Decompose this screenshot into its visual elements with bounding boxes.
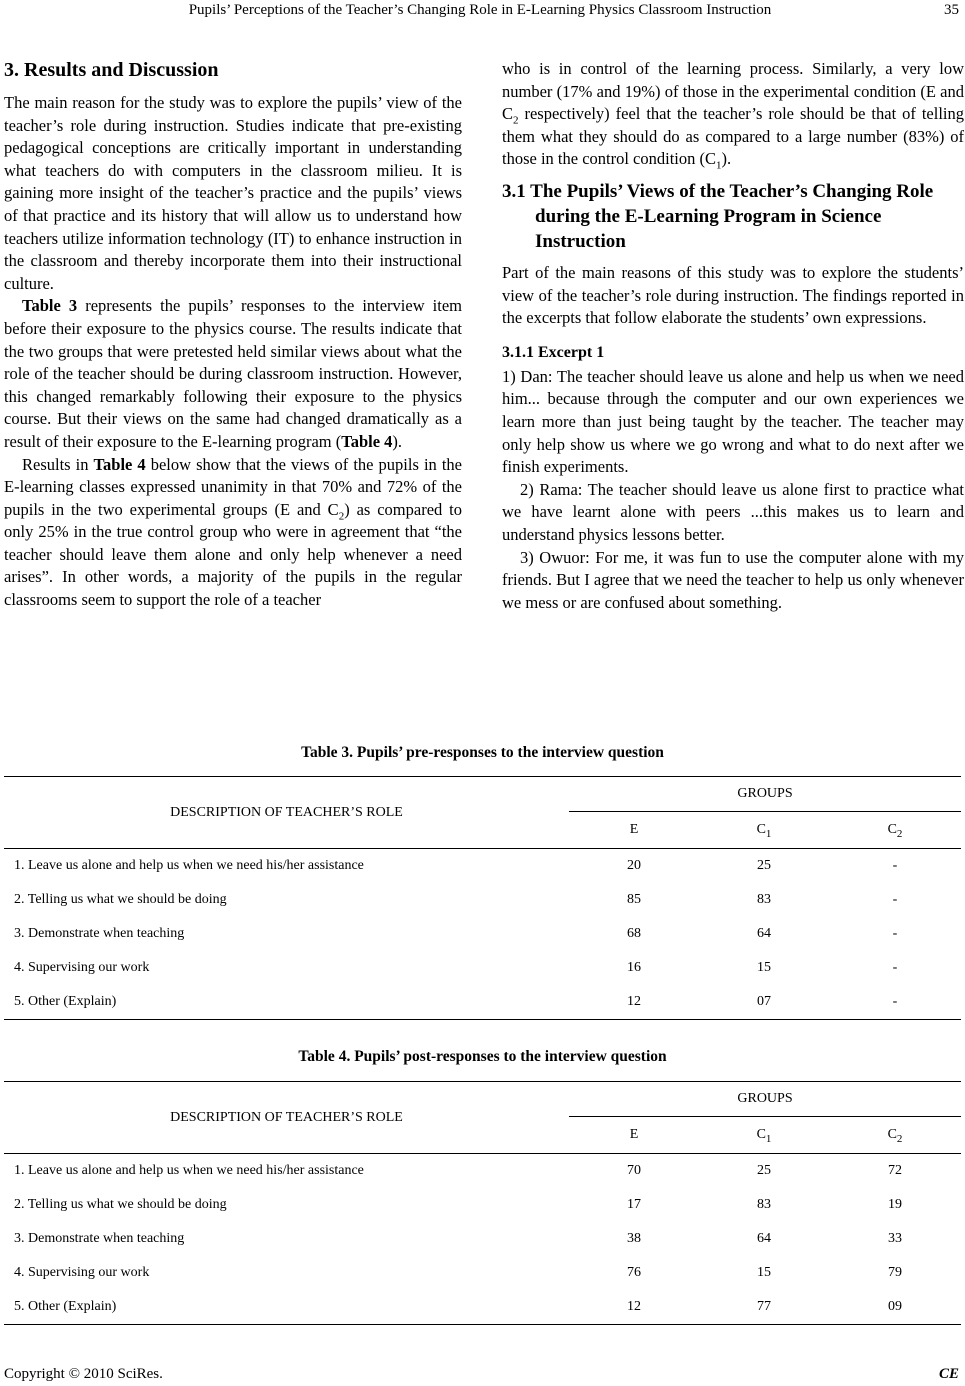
table3-row1-c1: 25 [757, 858, 771, 873]
table-row [4, 1222, 961, 1256]
table-row [4, 917, 961, 951]
table4-groups-header: GROUPS [569, 1082, 961, 1117]
table3-row4-desc: 4. Supervising our work [14, 960, 150, 975]
subscript-c1: 1 [716, 159, 722, 172]
subsection-title: 3.1 The Pupils’ Views of the Teacher’s Changing Role during the E-Learning Program in Science Instruction [502, 180, 934, 252]
paragraph-continued-a: who is in control of the learning process. Similarly, a very low number (17% and 19%) of those in the experimental condition (E and C [502, 59, 964, 124]
running-title: Pupils’ Perceptions of the Teacher’s Changing Role in E-Learning Physics Classroom Instruction [188, 2, 772, 18]
table3-row1-c2: - [892, 858, 898, 873]
paragraph-results-start: Results in [22, 454, 94, 474]
table4-row4-c1: 15 [757, 1265, 771, 1280]
table3-row5-e: 12 [627, 994, 641, 1009]
paragraph-table3-text: represents the pupils’ responses to the interview item before their exposure to the physics course. The results indicate that the two groups that were pretested held similar views about what the role of the teacher should be during classroom instruction. However, this changed remarkably following their exposure to the physics course. But their views on the same had changed dramatically as a result of their exposure to the E-learning program ( [4, 296, 463, 451]
table3-col-c1 [699, 812, 829, 849]
table3-row3-desc: 3. Demonstrate when teaching [14, 926, 185, 941]
table3-groups-header: GROUPS [569, 777, 961, 812]
table-row [4, 1256, 961, 1290]
table3-row4-c2: - [892, 960, 898, 975]
paragraph-continued-c: ). [721, 149, 732, 169]
table4-col-c1-letter: C [756, 1127, 766, 1142]
page-number: 35 [944, 2, 959, 18]
table4-row4-e: 76 [627, 1265, 641, 1280]
paragraph-results [4, 454, 462, 612]
table4-row5-c1: 77 [757, 1299, 771, 1314]
table4-row2-e: 17 [627, 1197, 641, 1212]
table3-row2-c1: 83 [757, 892, 771, 907]
table-row [4, 849, 961, 884]
table4-row1-desc: 1. Leave us alone and help us when we need his/her assistance [14, 1163, 364, 1178]
table4-col-c2-sub: 2 [896, 1132, 903, 1145]
paragraph-results-end: ) as compared to only 25% in the true control group who were in agreement that “the teacher should leave them alone and only help whenever a need arises”. In other words, a majority of the pupils in the regular classrooms seem to support the role of a teacher [4, 499, 462, 610]
table4-row3-c2: 33 [888, 1231, 902, 1246]
table3 [4, 776, 961, 1020]
paragraph-table3 [4, 295, 462, 453]
table3-row3-e: 68 [627, 926, 641, 941]
table4-row3-desc: 3. Demonstrate when teaching [14, 1231, 185, 1246]
table4-reference-2: Table 4 [93, 454, 146, 474]
table3-col-c1-sub: 1 [765, 827, 772, 840]
table4-col-e: E [629, 1127, 639, 1142]
table-row [4, 883, 961, 917]
subscript-2: 2 [338, 509, 345, 522]
excerpt-owuor: 3) Owuor: For me, it was fun to use the computer alone with my friends. But I agree that we need the teacher to help us only whenever we mess or are confused about something. [502, 547, 964, 612]
excerpt-dan: 1) Dan: The teacher should leave us alone and help us when we need him... because through the computer and our own experiences we learn more than just being taught by the teacher. The teacher may only help show us where we go wrong and what to do next after we finish experiments. [502, 366, 964, 477]
excerpt-rama: 2) Rama: The teacher should leave us alone first to practice what we have learnt alone with peers ...this makes us to learn and understand physics lessons better. [502, 479, 964, 544]
table4-reference: Table 4 [341, 431, 393, 451]
subscript-c2: 2 [513, 114, 519, 127]
table4-row5-desc: 5. Other (Explain) [14, 1299, 117, 1314]
table4-row1-c1: 25 [757, 1163, 771, 1178]
paragraph-continued [502, 58, 964, 171]
table4-row2-c2: 19 [888, 1197, 902, 1212]
table3-row3-c1: 64 [757, 926, 771, 941]
table3-row5-c1: 07 [757, 994, 771, 1009]
table3-col-c2-sub: 2 [896, 827, 903, 840]
table3-row2-e: 85 [627, 892, 641, 907]
table3-row4-e: 16 [627, 960, 641, 975]
table3-col-e: E [629, 822, 639, 837]
table3-caption: Table 3. Pupils’ pre-responses to the interview question [301, 744, 664, 761]
table4-row5-e: 12 [627, 1299, 641, 1314]
table4-row4-desc: 4. Supervising our work [14, 1265, 150, 1280]
table3-col-c1-letter: C [756, 822, 766, 837]
table3-col-c2-letter: C [887, 822, 897, 837]
section-title: 3. Results and Discussion [4, 59, 219, 81]
table4-col-c1 [699, 1117, 829, 1154]
paragraph-results-mid: below show that the views of the pupils in the E-learning classes expressed unanimity in that 70% and 72% of the pupils in the two experimental groups (E and C [4, 454, 462, 519]
table-row [4, 1290, 961, 1325]
table4-col-c2 [829, 1117, 961, 1154]
table3-row1-desc: 1. Leave us alone and help us when we need his/her assistance [14, 858, 364, 873]
paragraph-table3-end: ). [392, 431, 403, 451]
table3-row4-c1: 15 [757, 960, 771, 975]
table3-row5-c2: - [892, 994, 898, 1009]
table4 [4, 1081, 961, 1325]
table3-description-header: DESCRIPTION OF TEACHER’S ROLE [170, 804, 403, 820]
table4-row5-c2: 09 [888, 1299, 902, 1314]
journal-abbreviation: CE [938, 1366, 959, 1382]
table3-row5-desc: 5. Other (Explain) [14, 994, 117, 1009]
copyright-notice: Copyright © 2010 SciRes. [4, 1366, 163, 1382]
table4-row2-c1: 83 [757, 1197, 771, 1212]
table3-col-c2 [829, 812, 961, 849]
table4-row4-c2: 79 [888, 1265, 902, 1280]
table4-row1-c2: 72 [888, 1163, 902, 1178]
table4-row2-desc: 2. Telling us what we should be doing [14, 1197, 227, 1212]
excerpt-title: 3.1.1 Excerpt 1 [502, 343, 605, 361]
table4-col-c2-letter: C [887, 1127, 897, 1142]
table4-description-header: DESCRIPTION OF TEACHER’S ROLE [170, 1109, 403, 1125]
table3-row1-e: 20 [627, 858, 641, 873]
table3-reference: Table 3 [22, 296, 78, 316]
table4-row3-c1: 64 [757, 1231, 771, 1246]
right-column [502, 58, 964, 614]
table-row [4, 1188, 961, 1222]
paragraph-purpose: Part of the main reasons of this study was to explore the students’ view of the teacher’s role during instruction. The findings reported in the excerpts that follow elaborate the students’ own expressions. [502, 262, 964, 328]
table4-col-c1-sub: 1 [765, 1132, 772, 1145]
paragraph-continued-b: respectively) feel that the teacher’s role should be that of telling them what they should do as compared to a large number (83%) of those in the control condition (C [502, 104, 964, 169]
table4-row1-e: 70 [627, 1163, 641, 1178]
table4-row3-e: 38 [627, 1231, 641, 1246]
table3-row2-c2: - [892, 892, 898, 907]
paragraph-intro: The main reason for the study was to explore the pupils’ view of the teacher’s role during instruction. Studies indicate that pre-existing pedagogical conceptions are critically important in understanding what teachers do with computers in the classroom milieu. It is gaining more insight of the teacher’s practice and the pupils’ views of that practice and its history that will allow us to understand how teachers utilize information technology (IT) to enhance instruction in the classroom and thereby incorporate them into their instructional culture. [4, 93, 462, 293]
left-column [4, 56, 462, 612]
table-row [4, 1154, 961, 1189]
table-row [4, 985, 961, 1020]
table3-row2-desc: 2. Telling us what we should be doing [14, 892, 227, 907]
table3-row3-c2: - [892, 926, 898, 941]
table-row [4, 951, 961, 985]
table4-caption: Table 4. Pupils’ post-responses to the interview question [298, 1048, 667, 1065]
